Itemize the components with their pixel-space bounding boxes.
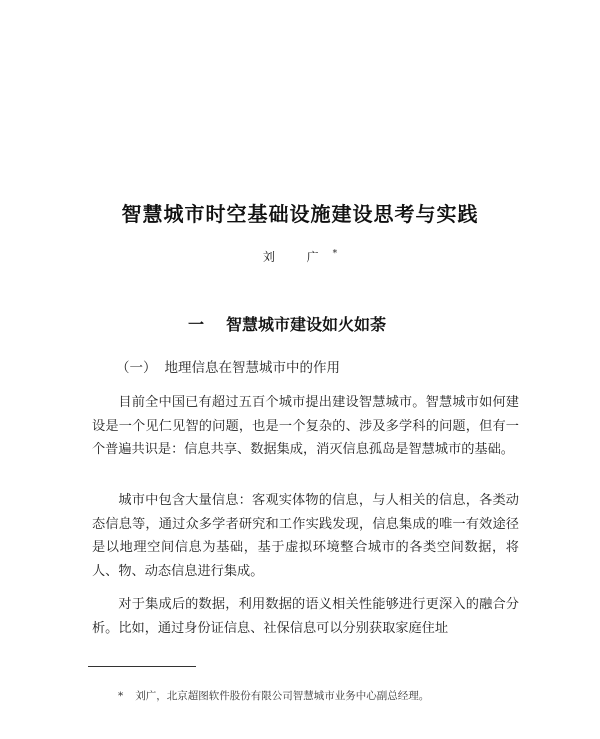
author-footnote-mark: * [332,249,338,259]
author-name: 刘 广 [262,250,333,264]
footnote [118,688,429,703]
footnote-mark: * [118,690,124,702]
subsection-number: （一） [116,360,157,376]
footnote-divider [88,666,196,667]
document-title: 智慧城市时空基础设施建设思考与实践 [121,202,479,226]
section-heading [188,312,386,335]
footnote-text: 刘广，北京超图软件股份有限公司智慧城市业务中心副总经理。 [135,690,430,702]
subsection-heading [116,356,340,376]
body-paragraph: 对于集成后的数据，利用数据的语义相关性能够进行更深入的融合分析。比如，通过身份证信息、社保信息可以分别获取家庭住址 [92,597,519,636]
subsection-title: 地理信息在智慧城市中的作用 [164,360,340,376]
body-paragraph: 城市中包含大量信息：客观实体物的信息，与人相关的信息，各类动态信息等，通过众多学者研究和工作实践发现，信息集成的唯一有效途径是以地理空间信息为基础，基于虚拟环境整合城市的各类空间数据，将人、物、动态信息进行集成。 [92,493,519,579]
section-number: 一 [188,315,205,334]
author-line [0,248,600,265]
section-title: 智慧城市建设如火如荼 [226,315,387,334]
body-paragraph: 目前全中国已有超过五百个城市提出建设智慧城市。智慧城市如何建设是一个见仁见智的问题，也是一个复杂的、涉及多学科的问题，但有一个普遍共识是：信息共享、数据集成，消灭信息孤岛是智慧城市的基础。 [92,395,519,457]
